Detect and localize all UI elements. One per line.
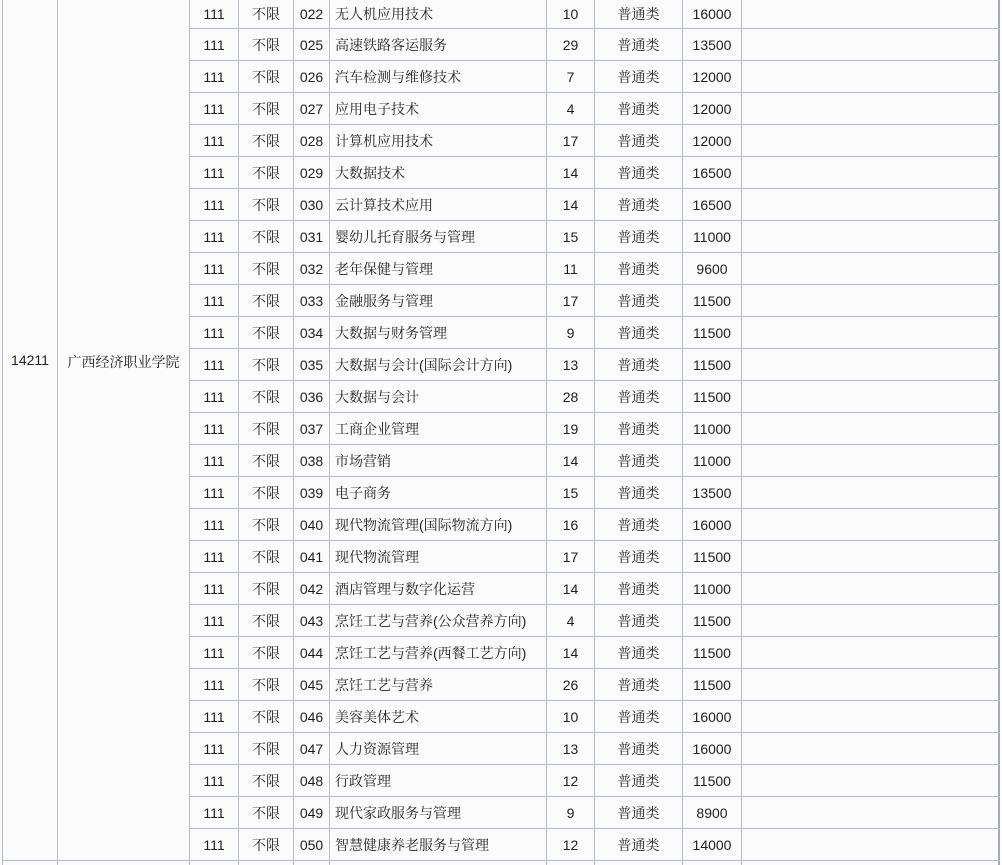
cell-tuition: 16000: [683, 733, 742, 764]
cell-category: 普通类: [595, 445, 683, 476]
cell-empty: [742, 317, 1000, 348]
cell-plan-code: 111: [190, 157, 239, 188]
cell-category: 普通类: [595, 93, 683, 124]
cell-empty: [742, 125, 1000, 156]
cell-subject-requirement: 不限: [239, 573, 294, 604]
cell-empty: [742, 701, 1000, 732]
cell-subject-requirement: 不限: [239, 61, 294, 92]
cell-plan-code: 111: [190, 733, 239, 764]
cell-category: 普通类: [595, 573, 683, 604]
cell-empty: [742, 0, 1000, 28]
cell-plan-code: [190, 861, 239, 865]
school-code-cell: [2, 0, 58, 865]
cell-plan-count: 17: [547, 125, 595, 156]
table-row: [190, 797, 1000, 829]
cell-subject-requirement: 不限: [239, 285, 294, 316]
cell-plan-code: 111: [190, 541, 239, 572]
cell-category: 普通类: [595, 669, 683, 700]
cell-major-code: 030: [294, 189, 330, 220]
cell-subject-requirement: 不限: [239, 157, 294, 188]
cell-empty: [742, 413, 1000, 444]
cell-major-name: 大数据与财务管理: [330, 317, 547, 348]
cell-plan-count: 10: [547, 0, 595, 28]
cell-subject-requirement: 不限: [239, 541, 294, 572]
cell-tuition: 16500: [683, 157, 742, 188]
cell-category: 普通类: [595, 0, 683, 28]
cell-empty: [742, 733, 1000, 764]
table-row: [190, 221, 1000, 253]
table-row: [190, 701, 1000, 733]
cell-plan-count: 17: [547, 541, 595, 572]
cell-category: 普通类: [595, 509, 683, 540]
cell-major-code: 033: [294, 285, 330, 316]
table-row: [190, 93, 1000, 125]
cell-major-code: 039: [294, 477, 330, 508]
cell-empty: [742, 765, 1000, 796]
table-row: [190, 861, 1000, 865]
cell-tuition: 11500: [683, 349, 742, 380]
cell-tuition: 11000: [683, 221, 742, 252]
cell-plan-code: 111: [190, 477, 239, 508]
cell-category: 普通类: [595, 413, 683, 444]
table-row: [190, 765, 1000, 797]
cell-major-code: 025: [294, 29, 330, 60]
cell-plan-code: 111: [190, 445, 239, 476]
cell-major-name: 市场营销: [330, 445, 547, 476]
cell-subject-requirement: 不限: [239, 253, 294, 284]
cell-plan-code: 111: [190, 221, 239, 252]
cell-plan-count: 29: [547, 29, 595, 60]
cell-major-name: 计算机应用技术: [330, 125, 547, 156]
table-row: [190, 573, 1000, 605]
table-row: [190, 445, 1000, 477]
cell-subject-requirement: 不限: [239, 189, 294, 220]
cell-major-name: 大数据技术: [330, 157, 547, 188]
cell-subject-requirement: 不限: [239, 669, 294, 700]
cell-major-code: 038: [294, 445, 330, 476]
table-row: [190, 829, 1000, 861]
cell-subject-requirement: [239, 861, 294, 865]
cell-category: 普通类: [595, 349, 683, 380]
cell-subject-requirement: 不限: [239, 93, 294, 124]
cell-major-code: 041: [294, 541, 330, 572]
cell-tuition: 11500: [683, 605, 742, 636]
table-row: [190, 125, 1000, 157]
cell-empty: [742, 253, 1000, 284]
cell-plan-count: 9: [547, 797, 595, 828]
cell-empty: [742, 349, 1000, 380]
cell-tuition: 11000: [683, 445, 742, 476]
cell-major-code: 034: [294, 317, 330, 348]
cell-empty: [742, 797, 1000, 828]
cell-category: 普通类: [595, 221, 683, 252]
cell-plan-code: 111: [190, 605, 239, 636]
cell-subject-requirement: 不限: [239, 381, 294, 412]
cell-category: 普通类: [595, 637, 683, 668]
cell-tuition: 14000: [683, 829, 742, 860]
cell-category: 普通类: [595, 285, 683, 316]
table-row: [190, 317, 1000, 349]
table-row: [190, 0, 1000, 29]
cell-subject-requirement: 不限: [239, 797, 294, 828]
cell-subject-requirement: 不限: [239, 733, 294, 764]
cell-plan-count: 17: [547, 285, 595, 316]
cell-empty: [742, 221, 1000, 252]
table-rows: [190, 0, 1000, 865]
cell-empty: [742, 509, 1000, 540]
cell-plan-count: 14: [547, 637, 595, 668]
cell-plan-count: 9: [547, 317, 595, 348]
cell-plan-count: 14: [547, 573, 595, 604]
cell-major-name: [330, 861, 547, 865]
cell-category: 普通类: [595, 733, 683, 764]
cell-plan-count: 4: [547, 605, 595, 636]
cell-plan-count: 7: [547, 61, 595, 92]
cell-plan-code: 111: [190, 829, 239, 860]
cell-category: 普通类: [595, 765, 683, 796]
table-row: [190, 413, 1000, 445]
cell-plan-code: 111: [190, 797, 239, 828]
cell-major-code: [294, 861, 330, 865]
cell-major-code: 047: [294, 733, 330, 764]
cell-empty: [742, 477, 1000, 508]
cell-major-name: 无人机应用技术: [330, 0, 547, 28]
cell-plan-count: 26: [547, 669, 595, 700]
cell-category: [595, 861, 683, 865]
table-row: [190, 253, 1000, 285]
cell-plan-code: 111: [190, 509, 239, 540]
cell-major-name: 烹饪工艺与营养: [330, 669, 547, 700]
cell-plan-code: 111: [190, 0, 239, 28]
cell-major-name: 云计算技术应用: [330, 189, 547, 220]
table-row: [190, 733, 1000, 765]
cell-empty: [742, 381, 1000, 412]
cell-category: 普通类: [595, 381, 683, 412]
cell-plan-code: 111: [190, 765, 239, 796]
cell-plan-count: 12: [547, 829, 595, 860]
cell-plan-code: 111: [190, 61, 239, 92]
table-row: [190, 29, 1000, 61]
cell-tuition: 13500: [683, 477, 742, 508]
cell-tuition: 11500: [683, 317, 742, 348]
cell-major-name: 行政管理: [330, 765, 547, 796]
cell-plan-count: 10: [547, 701, 595, 732]
school-name: 广西经济职业学院: [67, 354, 180, 370]
cell-major-code: 026: [294, 61, 330, 92]
cell-empty: [742, 829, 1000, 860]
cell-empty: [742, 669, 1000, 700]
cell-plan-count: 13: [547, 349, 595, 380]
cell-major-code: 049: [294, 797, 330, 828]
cell-category: 普通类: [595, 797, 683, 828]
cell-plan-count: 16: [547, 509, 595, 540]
cell-plan-code: 111: [190, 573, 239, 604]
cell-tuition: 16000: [683, 509, 742, 540]
cell-major-code: 044: [294, 637, 330, 668]
cell-major-name: 婴幼儿托育服务与管理: [330, 221, 547, 252]
cell-plan-code: 111: [190, 253, 239, 284]
cell-major-name: 应用电子技术: [330, 93, 547, 124]
table-row: [190, 189, 1000, 221]
cell-major-name: 金融服务与管理: [330, 285, 547, 316]
cell-empty: [742, 29, 1000, 60]
cell-subject-requirement: 不限: [239, 221, 294, 252]
cell-empty: [742, 541, 1000, 572]
cell-major-name: 工商企业管理: [330, 413, 547, 444]
table-row: [190, 349, 1000, 381]
cell-major-name: 高速铁路客运服务: [330, 29, 547, 60]
cell-category: 普通类: [595, 61, 683, 92]
cell-tuition: [683, 861, 742, 865]
cell-major-code: 043: [294, 605, 330, 636]
cell-category: 普通类: [595, 701, 683, 732]
cell-tuition: 16500: [683, 189, 742, 220]
cell-major-name: 电子商务: [330, 477, 547, 508]
cell-major-code: 040: [294, 509, 330, 540]
cell-plan-code: 111: [190, 93, 239, 124]
table-row: [190, 541, 1000, 573]
cell-plan-count: 14: [547, 445, 595, 476]
cell-plan-code: 111: [190, 29, 239, 60]
cell-plan-count: 12: [547, 765, 595, 796]
cell-subject-requirement: 不限: [239, 637, 294, 668]
cell-plan-count: 14: [547, 189, 595, 220]
table-row: [190, 285, 1000, 317]
table-row: [190, 637, 1000, 669]
cell-tuition: 16000: [683, 0, 742, 28]
cell-tuition: 12000: [683, 61, 742, 92]
cell-category: 普通类: [595, 29, 683, 60]
cell-plan-count: 11: [547, 253, 595, 284]
cell-plan-code: 111: [190, 317, 239, 348]
cell-empty: [742, 445, 1000, 476]
cell-tuition: 11500: [683, 765, 742, 796]
cell-empty: [742, 605, 1000, 636]
table-row: [190, 381, 1000, 413]
cell-category: 普通类: [595, 605, 683, 636]
cell-tuition: 12000: [683, 93, 742, 124]
cell-subject-requirement: 不限: [239, 829, 294, 860]
cell-tuition: 13500: [683, 29, 742, 60]
cell-tuition: 11500: [683, 285, 742, 316]
cell-major-code: 028: [294, 125, 330, 156]
cell-major-code: 042: [294, 573, 330, 604]
cell-plan-count: 14: [547, 157, 595, 188]
cell-major-code: 048: [294, 765, 330, 796]
cell-tuition: 11000: [683, 573, 742, 604]
cell-plan-count: 13: [547, 733, 595, 764]
cell-category: 普通类: [595, 829, 683, 860]
table-row: [190, 61, 1000, 93]
cell-tuition: 11000: [683, 413, 742, 444]
cell-major-code: 027: [294, 93, 330, 124]
cell-plan-code: 111: [190, 669, 239, 700]
cell-category: 普通类: [595, 253, 683, 284]
cell-subject-requirement: 不限: [239, 477, 294, 508]
cell-empty: [742, 157, 1000, 188]
cell-plan-code: 111: [190, 701, 239, 732]
cell-major-name: 美容美体艺术: [330, 701, 547, 732]
cell-major-name: 人力资源管理: [330, 733, 547, 764]
cell-category: 普通类: [595, 189, 683, 220]
cell-subject-requirement: 不限: [239, 445, 294, 476]
cell-major-name: 大数据与会计(国际会计方向): [330, 349, 547, 380]
cell-tuition: 11500: [683, 637, 742, 668]
cell-major-name: 酒店管理与数字化运营: [330, 573, 547, 604]
cell-plan-count: [547, 861, 595, 865]
cell-major-name: 烹饪工艺与营养(西餐工艺方向): [330, 637, 547, 668]
cell-plan-code: 111: [190, 637, 239, 668]
cell-subject-requirement: 不限: [239, 349, 294, 380]
cell-plan-count: 28: [547, 381, 595, 412]
cell-major-name: 老年保健与管理: [330, 253, 547, 284]
cell-major-code: 022: [294, 0, 330, 28]
cell-empty: [742, 285, 1000, 316]
school-name-cell: [58, 0, 190, 865]
cell-subject-requirement: 不限: [239, 765, 294, 796]
cell-major-name: 现代家政服务与管理: [330, 797, 547, 828]
cell-category: 普通类: [595, 477, 683, 508]
cell-subject-requirement: 不限: [239, 125, 294, 156]
cell-major-name: 现代物流管理: [330, 541, 547, 572]
table-row: [190, 605, 1000, 637]
cell-tuition: 11500: [683, 381, 742, 412]
table-row: [190, 669, 1000, 701]
cell-major-code: 036: [294, 381, 330, 412]
cell-major-name: 烹饪工艺与营养(公众营养方向): [330, 605, 547, 636]
table-row: [190, 477, 1000, 509]
cell-major-code: 050: [294, 829, 330, 860]
cell-major-name: 智慧健康养老服务与管理: [330, 829, 547, 860]
cell-plan-code: 111: [190, 189, 239, 220]
cell-major-code: 045: [294, 669, 330, 700]
cell-empty: [742, 861, 1000, 865]
cell-tuition: 11500: [683, 541, 742, 572]
cell-empty: [742, 189, 1000, 220]
cell-subject-requirement: 不限: [239, 605, 294, 636]
cell-tuition: 9600: [683, 253, 742, 284]
cell-tuition: 12000: [683, 125, 742, 156]
cell-subject-requirement: 不限: [239, 317, 294, 348]
cell-plan-code: 111: [190, 125, 239, 156]
table-row: [190, 509, 1000, 541]
school-code: 14211: [11, 352, 49, 368]
cell-subject-requirement: 不限: [239, 0, 294, 28]
cell-major-name: 大数据与会计: [330, 381, 547, 412]
cell-major-code: 032: [294, 253, 330, 284]
cell-plan-code: 111: [190, 413, 239, 444]
cell-major-name: 汽车检测与维修技术: [330, 61, 547, 92]
cell-empty: [742, 573, 1000, 604]
cell-major-code: 029: [294, 157, 330, 188]
cell-subject-requirement: 不限: [239, 29, 294, 60]
cell-subject-requirement: 不限: [239, 413, 294, 444]
cell-tuition: 8900: [683, 797, 742, 828]
cell-category: 普通类: [595, 157, 683, 188]
cell-major-code: 031: [294, 221, 330, 252]
cell-empty: [742, 93, 1000, 124]
cell-category: 普通类: [595, 541, 683, 572]
cell-plan-count: 4: [547, 93, 595, 124]
cell-plan-count: 19: [547, 413, 595, 444]
cell-plan-count: 15: [547, 477, 595, 508]
cell-major-code: 046: [294, 701, 330, 732]
cell-empty: [742, 61, 1000, 92]
table-row: [190, 157, 1000, 189]
cell-plan-code: 111: [190, 349, 239, 380]
cell-plan-code: 111: [190, 381, 239, 412]
cell-category: 普通类: [595, 125, 683, 156]
merged-cell-bottom-border: [2, 860, 190, 861]
cell-plan-code: 111: [190, 285, 239, 316]
cell-major-code: 037: [294, 413, 330, 444]
cell-category: 普通类: [595, 317, 683, 348]
cell-empty: [742, 637, 1000, 668]
cell-tuition: 16000: [683, 701, 742, 732]
cell-tuition: 11500: [683, 669, 742, 700]
cell-subject-requirement: 不限: [239, 701, 294, 732]
cell-major-code: 035: [294, 349, 330, 380]
cell-plan-count: 15: [547, 221, 595, 252]
cell-subject-requirement: 不限: [239, 509, 294, 540]
cell-major-name: 现代物流管理(国际物流方向): [330, 509, 547, 540]
